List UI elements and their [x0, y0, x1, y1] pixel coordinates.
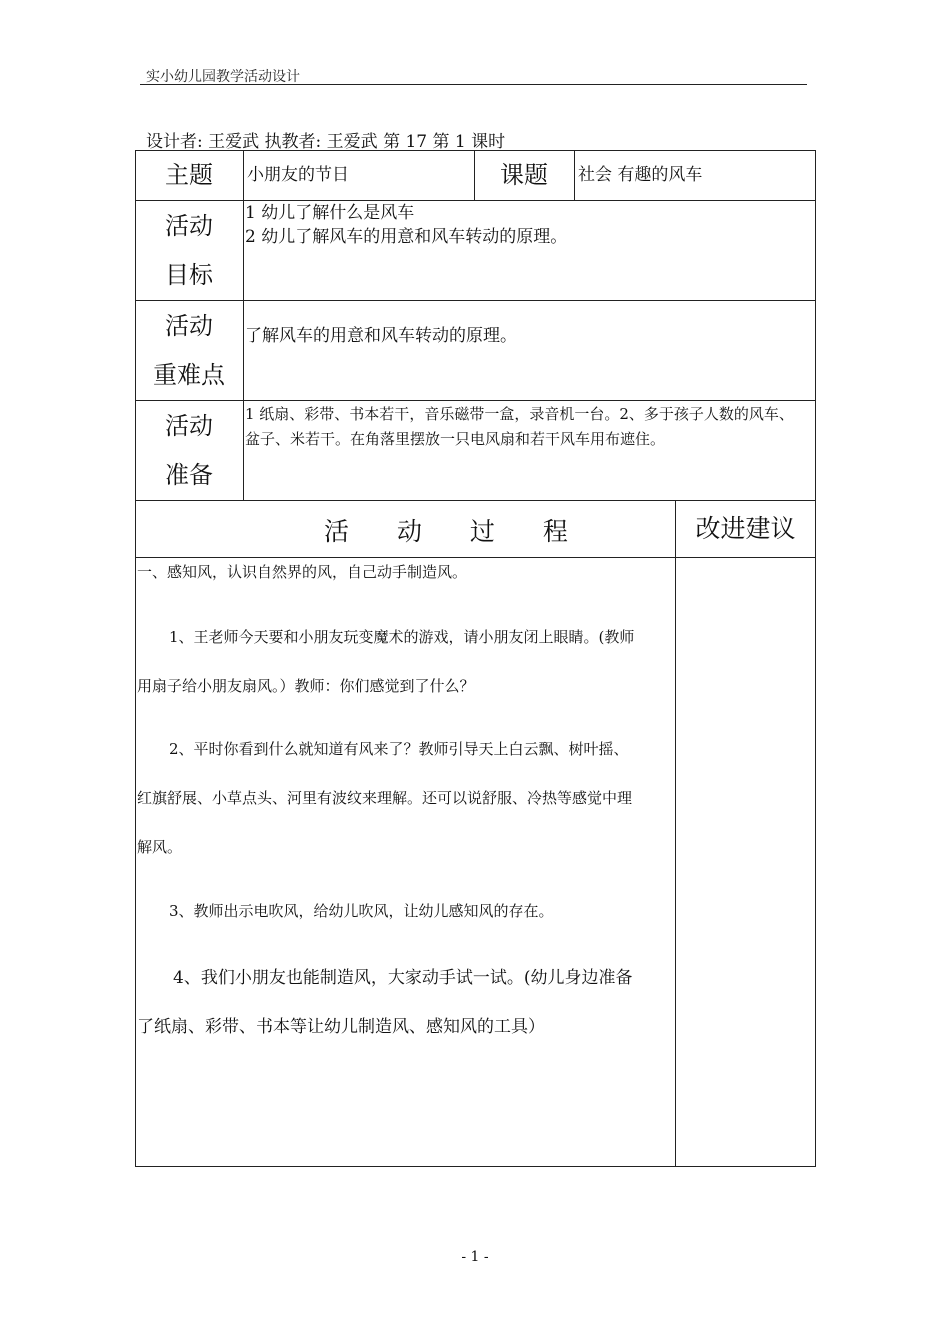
process-step: 用扇子给小朋友扇风。）教师：你们感觉到了什么？	[137, 677, 475, 695]
process-step: 红旗舒展、小草点头、河里有波纹来理解。还可以说舒服、冷热等感觉中理	[137, 789, 633, 807]
process-step: 一、感知风，认识自然界的风，自己动手制造风。	[137, 563, 468, 581]
row-divider	[135, 557, 816, 558]
page-number: - 1 -	[461, 1249, 489, 1265]
col-divider	[243, 150, 244, 500]
prep-label-2: 准备	[165, 461, 213, 489]
row-divider	[135, 300, 816, 301]
header-rule	[140, 84, 807, 85]
process-step: 1、王老师今天要和小朋友玩变魔术的游戏，请小朋友闭上眼睛。(教师	[169, 628, 635, 646]
process-step: 3、教师出示电吹风，给幼儿吹风，让幼儿感知风的存在。	[169, 902, 554, 920]
row-divider	[135, 500, 816, 501]
goal-line-2: 2 幼儿了解风车的用意和风车转动的原理。	[245, 227, 568, 247]
key-value: 了解风车的用意和风车转动的原理。	[245, 326, 517, 346]
key-label-1: 活动	[165, 312, 213, 340]
process-step: 了纸扇、彩带、书本等让幼儿制造风、感知风的工具）	[137, 1017, 545, 1037]
designer-info: 设计者: 王爱武 执教者: 王爱武 第 17 第 1 课时	[146, 132, 506, 152]
header-title: 实小幼儿园教学活动设计	[146, 69, 300, 85]
process-step: 4、我们小朋友也能制造风，大家动手试一试。(幼儿身边准备	[173, 968, 633, 988]
prep-line-1: 1 纸扇、彩带、书本若干，音乐磁带一盒，录音机一台。2、多于孩子人数的风车、	[245, 405, 794, 423]
prep-label-1: 活动	[165, 412, 213, 440]
process-step: 解风。	[137, 838, 183, 856]
process-heading: 活 动 过 程	[324, 517, 588, 546]
goal-label-2: 目标	[165, 261, 213, 289]
col-divider	[675, 500, 676, 1167]
topic-value: 社会 有趣的风车	[578, 165, 703, 185]
prep-line-2: 盆子、米若干。在角落里摆放一只电风扇和若干风车用布遮住。	[245, 430, 666, 448]
row-divider	[135, 400, 816, 401]
process-step: 2、平时你看到什么就知道有风来了？教师引导天上白云飘、树叶摇、	[169, 740, 629, 758]
theme-label: 主题	[165, 161, 213, 189]
theme-value: 小朋友的节日	[247, 165, 349, 185]
row-divider	[135, 200, 816, 201]
key-label-2: 重难点	[153, 361, 225, 389]
suggestion-heading: 改进建议	[695, 514, 796, 543]
goal-line-1: 1 幼儿了解什么是风车	[245, 203, 415, 223]
goal-label-1: 活动	[165, 212, 213, 240]
col-divider	[574, 150, 575, 200]
topic-label: 课题	[500, 161, 548, 189]
